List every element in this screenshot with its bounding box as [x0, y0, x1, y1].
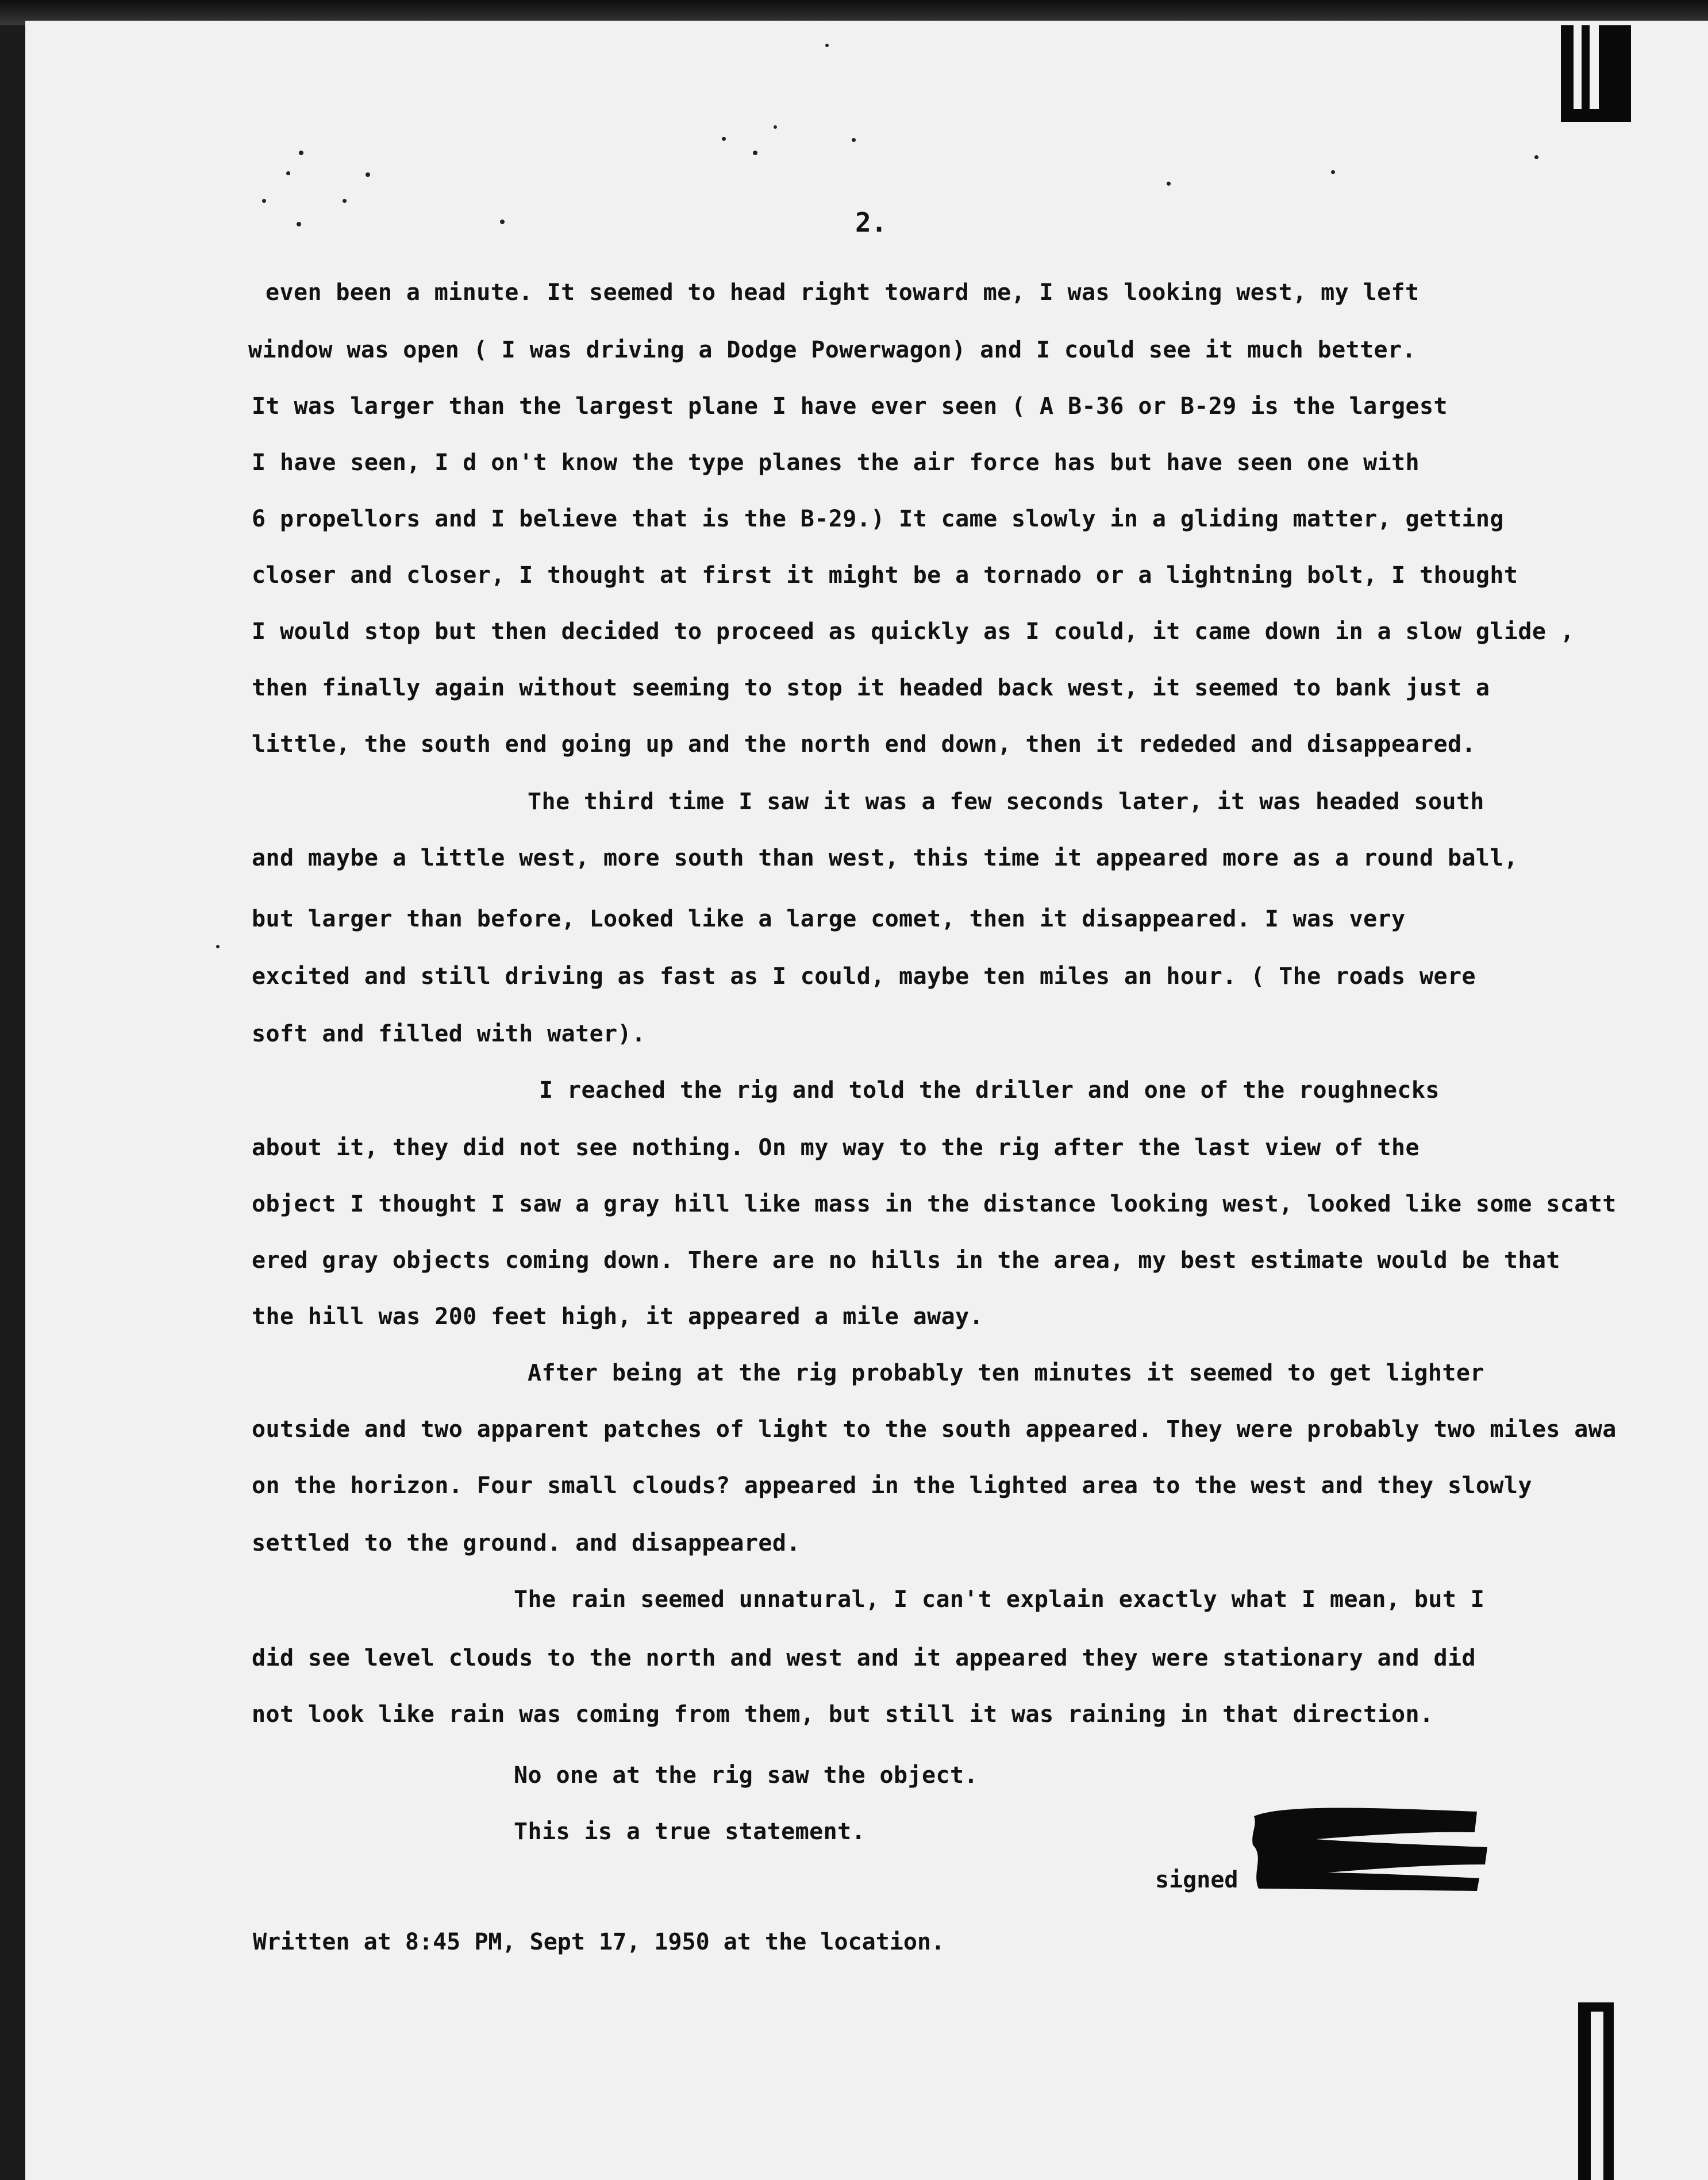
dust-speck: [825, 44, 829, 47]
text-line: the hill was 200 feet high, it appeared a mile away.: [252, 1304, 984, 1330]
page-number: 2.: [855, 207, 887, 238]
text-line: then finally again without seeming to stop it headed back west, it seemed to bank just a: [252, 675, 1490, 701]
text-line: After being at the rig probably ten minutes it seemed to get lighter: [528, 1360, 1484, 1386]
dust-speck: [216, 945, 220, 948]
text-line: did see level clouds to the north and west and it appeared they were stationary and did: [252, 1645, 1476, 1671]
text-line: about it, they did not see nothing. On my way to the rig after the last view of the: [252, 1135, 1420, 1161]
text-line: I have seen, I d on't know the type planes the air force has but have seen one with: [252, 449, 1420, 476]
binder-clip-top-cap: [1561, 109, 1631, 122]
text-line: soft and filled with water).: [252, 1021, 646, 1047]
text-line: The rain seemed unnatural, I can't explain exactly what I mean, but I: [514, 1586, 1485, 1613]
dust-speck: [262, 199, 266, 203]
signature-redaction: [1247, 1805, 1488, 1891]
dust-speck: [753, 151, 757, 155]
dust-speck: [286, 171, 290, 175]
signed-label: signed: [1155, 1867, 1238, 1893]
text-line: It was larger than the largest plane I have ever seen ( A B-36 or B-29 is the largest: [252, 393, 1448, 420]
text-line: closer and closer, I thought at first it might be a tornado or a lightning bolt, I thought: [252, 562, 1518, 589]
dust-speck: [774, 125, 777, 129]
text-line: and maybe a little west, more south than west, this time it appeared more as a round ball,: [252, 845, 1518, 871]
text-line: ered gray objects coming down. There are no hills in the area, my best estimate would be that: [252, 1247, 1560, 1274]
dust-speck: [722, 137, 726, 141]
text-line: 6 propellors and I believe that is the B-29.) It came slowly in a gliding matter, getting: [252, 506, 1504, 532]
binder-clip-bottom: [1578, 2006, 1591, 2180]
text-line: I reached the rig and told the driller and one of the roughnecks: [539, 1077, 1440, 1104]
dust-speck: [500, 220, 505, 224]
dust-speck: [852, 138, 856, 142]
dust-speck: [366, 172, 370, 177]
text-line: window was open ( I was driving a Dodge Powerwagon) and I could see it much better.: [248, 337, 1417, 363]
text-line: settled to the ground. and disappeared.: [252, 1530, 801, 1556]
dust-speck: [297, 222, 301, 226]
text-line: outside and two apparent patches of light to the south appeared. They were probably two miles awa: [252, 1416, 1617, 1443]
binder-clip-bottom-2: [1603, 2006, 1614, 2180]
text-line: but larger than before, Looked like a large comet, then it disappeared. I was very: [252, 906, 1406, 932]
dust-speck: [299, 151, 303, 155]
dust-speck: [1331, 170, 1335, 174]
footer-line: Written at 8:45 PM, Sept 17, 1950 at the location.: [253, 1929, 945, 1955]
binder-clip-top: [1561, 25, 1574, 122]
dust-speck: [1167, 182, 1171, 186]
binder-clip-bottom-cap: [1578, 2002, 1614, 2012]
text-line: The third time I saw it was a few seconds later, it was headed south: [528, 789, 1484, 815]
dust-speck: [1534, 155, 1538, 159]
text-line: little, the south end going up and the north end down, then it rededed and disappeared.: [252, 731, 1476, 758]
text-line: I would stop but then decided to proceed as quickly as I could, it came down in a slow glide ,: [252, 618, 1575, 645]
text-line: on the horizon. Four small clouds? appeared in the lighted area to the west and they slowly: [252, 1472, 1532, 1499]
text-line: This is a true statement.: [514, 1818, 866, 1845]
binder-clip-top-2: [1582, 25, 1590, 122]
text-line: not look like rain was coming from them, but still it was raining in that direction.: [252, 1701, 1434, 1728]
text-line: excited and still driving as fast as I could, maybe ten miles an hour. ( The roads were: [252, 963, 1476, 990]
text-line: even been a minute. It seemed to head right toward me, I was looking west, my left: [266, 279, 1420, 306]
text-line: object I thought I saw a gray hill like mass in the distance looking west, looked like some scatt: [252, 1191, 1617, 1217]
dust-speck: [343, 199, 347, 203]
text-line: No one at the rig saw the object.: [514, 1762, 978, 1789]
binder-clip-top-3: [1599, 25, 1631, 122]
